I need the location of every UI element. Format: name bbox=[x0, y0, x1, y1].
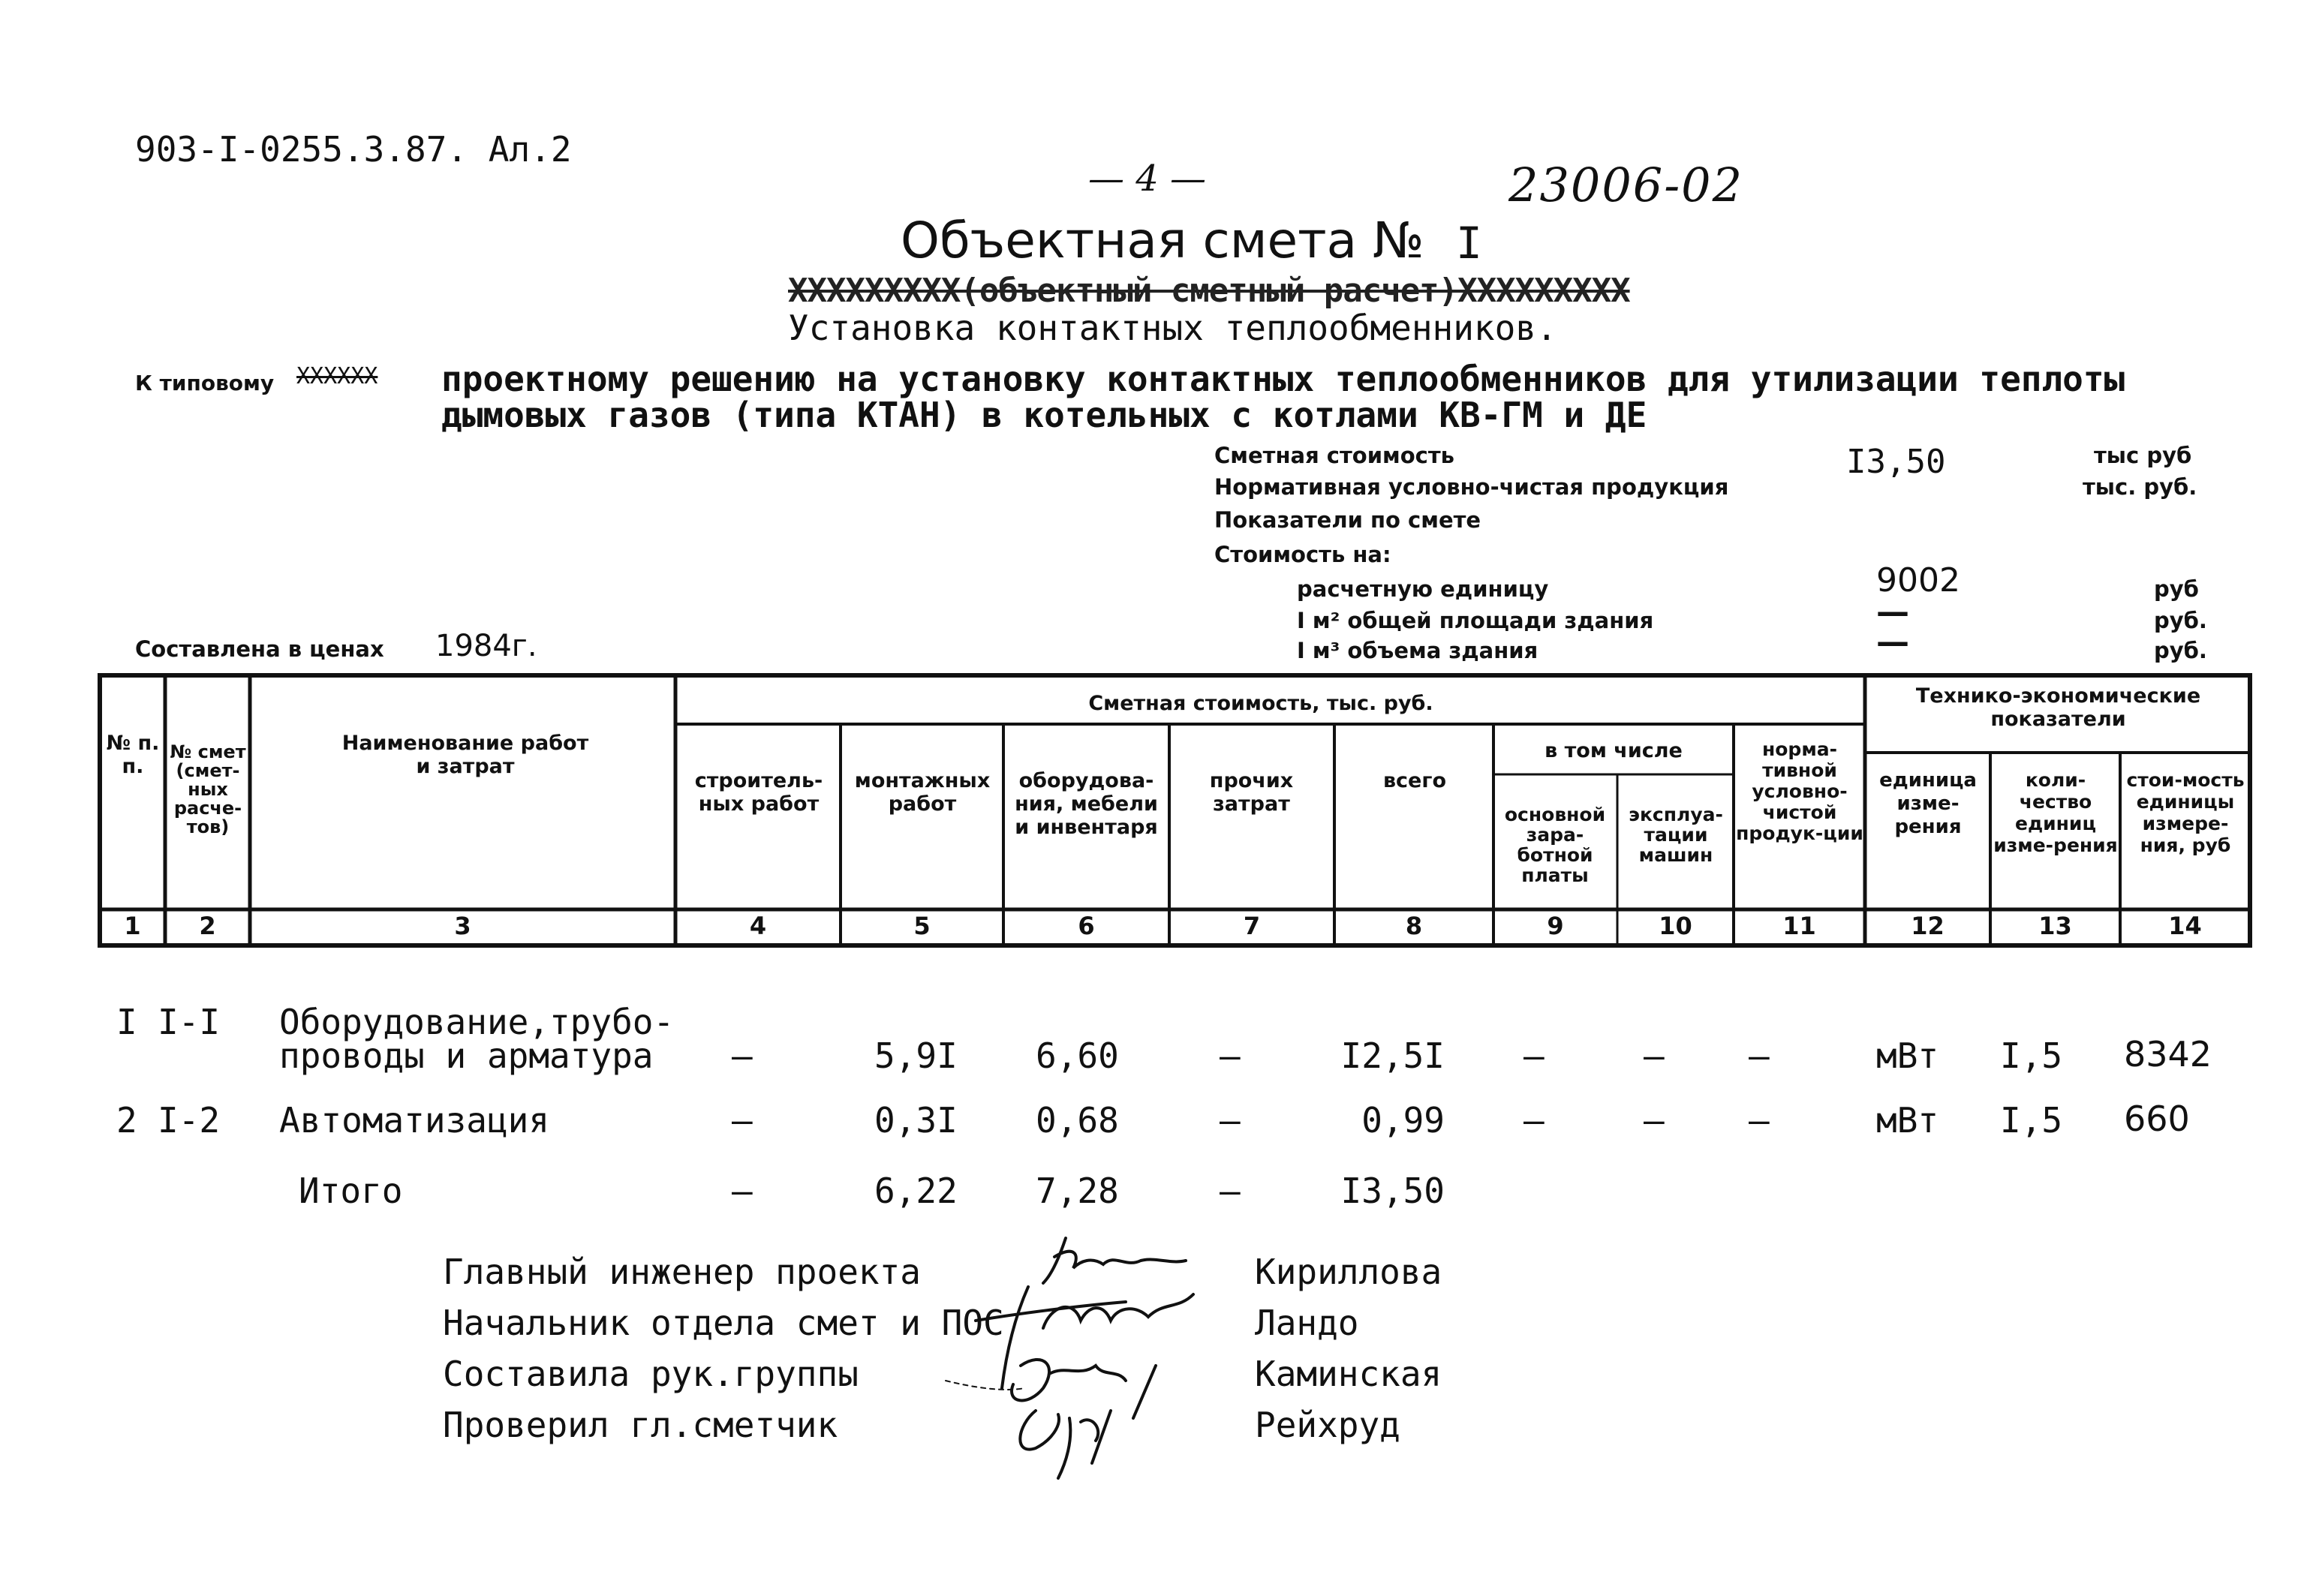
row-smeta: I-I bbox=[158, 1002, 221, 1042]
compiled-label: Составлена в ценах bbox=[135, 636, 384, 662]
col-number: 4 bbox=[749, 912, 767, 940]
document-title: Объектная смета № bbox=[901, 212, 1424, 269]
summary-value: 9002 bbox=[1876, 561, 1960, 600]
cell-construction: — bbox=[732, 1100, 753, 1141]
cell-unit-cost: 8342 bbox=[2124, 1034, 2212, 1075]
row-number: 2 bbox=[116, 1100, 137, 1141]
document-subtitle: Установка контактных теплообменников. bbox=[788, 308, 1557, 348]
col-number: 3 bbox=[454, 912, 471, 940]
col-number: 10 bbox=[1659, 912, 1692, 940]
summary-label: расчетную единицу bbox=[1297, 576, 1549, 602]
col-header: норма-тивной условно-чистой продук-ции bbox=[1736, 738, 1863, 844]
cell-installation: 5,9I bbox=[874, 1035, 958, 1076]
cell-total: I2,5I bbox=[1340, 1035, 1445, 1076]
summary-unit: тыс руб bbox=[2094, 443, 2192, 468]
summary-value: I3,50 bbox=[1846, 443, 1946, 481]
description-line-2: дымовых газов (типа КТАН) в котельных с котлами КВ-ГМ и ДЕ bbox=[441, 395, 1647, 435]
cell-normative: — bbox=[1749, 1035, 1770, 1076]
cost-group-header: Сметная стоимость, тыс. руб. bbox=[1088, 692, 1433, 715]
col-header: монтажных работ bbox=[854, 769, 991, 816]
col-number: 1 bbox=[124, 912, 141, 940]
cell-unit-cost: 660 bbox=[2124, 1099, 2190, 1139]
signature-name: Каминская bbox=[1255, 1354, 1442, 1394]
cell-construction: — bbox=[732, 1035, 753, 1076]
description-line-1: проектному решению на установку контактных теплообменников для утилизации теплоты bbox=[441, 359, 2125, 399]
cell-machines: — bbox=[1644, 1100, 1665, 1141]
summary-label: Сметная стоимость bbox=[1214, 443, 1454, 468]
col-number: 5 bbox=[913, 912, 931, 940]
cell-other: — bbox=[1220, 1100, 1241, 1141]
col-header: единица изме-рения bbox=[1879, 769, 1977, 838]
signature-role: Проверил гл.сметчик bbox=[443, 1405, 838, 1445]
row-name: Автоматизация bbox=[279, 1100, 550, 1141]
cell-equipment: 6,60 bbox=[1036, 1035, 1119, 1076]
col-header: № п. п. bbox=[106, 732, 160, 778]
summary-unit: руб. bbox=[2154, 638, 2207, 663]
document-code: 903-I-0255.3.87. Ал.2 bbox=[135, 129, 572, 170]
col-number: 6 bbox=[1078, 912, 1095, 940]
col-number: 11 bbox=[1782, 912, 1816, 940]
cell-wages: — bbox=[1523, 1100, 1545, 1141]
row-name: проводы и арматура bbox=[279, 1035, 654, 1076]
col-number: 13 bbox=[2038, 912, 2072, 940]
summary-label: Показатели по смете bbox=[1214, 507, 1481, 533]
row-name: Оборудование,трубо- bbox=[279, 1002, 675, 1042]
total-construction: — bbox=[732, 1171, 753, 1211]
col-header: строитель-ных работ bbox=[694, 769, 823, 816]
col-header: оборудова-ния, мебели и инвентаря bbox=[1015, 769, 1158, 839]
handwritten-signatures bbox=[931, 1216, 1276, 1501]
signature-role: Главный инженер проекта bbox=[443, 1252, 921, 1292]
summary-label: I м³ объема здания bbox=[1297, 638, 1539, 663]
total-sum: I3,50 bbox=[1340, 1171, 1445, 1211]
col-header: прочих затрат bbox=[1209, 769, 1294, 816]
summary-value: — bbox=[1876, 623, 1909, 661]
signature-name: Кириллова bbox=[1255, 1252, 1442, 1292]
col-header: стои-мость единицы измере-ния, руб bbox=[2126, 769, 2245, 856]
total-label: Итого bbox=[299, 1171, 403, 1211]
col-header: всего bbox=[1382, 769, 1447, 792]
to-struck-word: XXXXXX bbox=[296, 363, 378, 389]
total-equipment: 7,28 bbox=[1036, 1171, 1119, 1211]
cell-normative: — bbox=[1749, 1100, 1770, 1141]
cell-total: 0,99 bbox=[1361, 1100, 1445, 1141]
signature-name: Ландо bbox=[1255, 1303, 1359, 1343]
signature-role: Составила рук.группы bbox=[443, 1354, 859, 1394]
compiled-year: 1984г. bbox=[435, 629, 537, 663]
col-header: № смет (смет-ных расче-тов) bbox=[170, 741, 246, 837]
page-number: — 4 — bbox=[1088, 158, 1207, 200]
col-header: эксплуа-тации машин bbox=[1629, 804, 1723, 866]
cell-equipment: 0,68 bbox=[1036, 1100, 1119, 1141]
to-label: К типовому bbox=[135, 371, 275, 395]
row-number: I bbox=[116, 1002, 137, 1042]
col-header: Наименование работ и затрат bbox=[341, 732, 589, 778]
cell-quantity: I,5 bbox=[2000, 1035, 2063, 1076]
summary-unit: руб bbox=[2154, 576, 2199, 602]
cell-wages: — bbox=[1523, 1035, 1545, 1076]
summary-value: — bbox=[1876, 593, 1909, 631]
document-title-number: I bbox=[1456, 218, 1482, 269]
handwritten-number: 23006-02 bbox=[1508, 158, 1744, 212]
col-number: 7 bbox=[1243, 912, 1261, 940]
col-number: 9 bbox=[1547, 912, 1564, 940]
col-header: коли-чество единиц изме-рения bbox=[1993, 769, 2118, 856]
summary-unit: тыс. руб. bbox=[2083, 474, 2197, 500]
cell-quantity: I,5 bbox=[2000, 1100, 2063, 1141]
cell-installation: 0,3I bbox=[874, 1100, 958, 1141]
summary-label: Нормативная условно-чистая продукция bbox=[1214, 474, 1729, 500]
total-other: — bbox=[1220, 1171, 1241, 1211]
col-number: 14 bbox=[2168, 912, 2202, 940]
col-number: 12 bbox=[1911, 912, 1945, 940]
total-installation: 6,22 bbox=[874, 1171, 958, 1211]
cell-other: — bbox=[1220, 1035, 1241, 1076]
cell-machines: — bbox=[1644, 1035, 1665, 1076]
summary-label: Стоимость на: bbox=[1214, 542, 1391, 567]
tech-group-header: Технико-экономические показатели bbox=[1915, 684, 2201, 731]
signature-role: Начальник отдела смет и ПОС bbox=[443, 1303, 1004, 1343]
cell-unit: мВт bbox=[1876, 1035, 1939, 1076]
cell-unit: мВт bbox=[1876, 1100, 1939, 1141]
struck-subtitle: XXXXXXXXX(объектный сметный расчет)XXXXXXXXX bbox=[788, 272, 1630, 310]
including-header: в том числе bbox=[1545, 739, 1683, 762]
col-number: 8 bbox=[1405, 912, 1423, 940]
col-header: основной зара-ботной платы bbox=[1504, 804, 1606, 886]
summary-unit: руб. bbox=[2154, 608, 2207, 633]
col-number: 2 bbox=[199, 912, 216, 940]
row-smeta: I-2 bbox=[158, 1100, 221, 1141]
summary-label: I м² общей площади здания bbox=[1297, 608, 1654, 633]
signature-name: Рейхруд bbox=[1255, 1405, 1400, 1445]
